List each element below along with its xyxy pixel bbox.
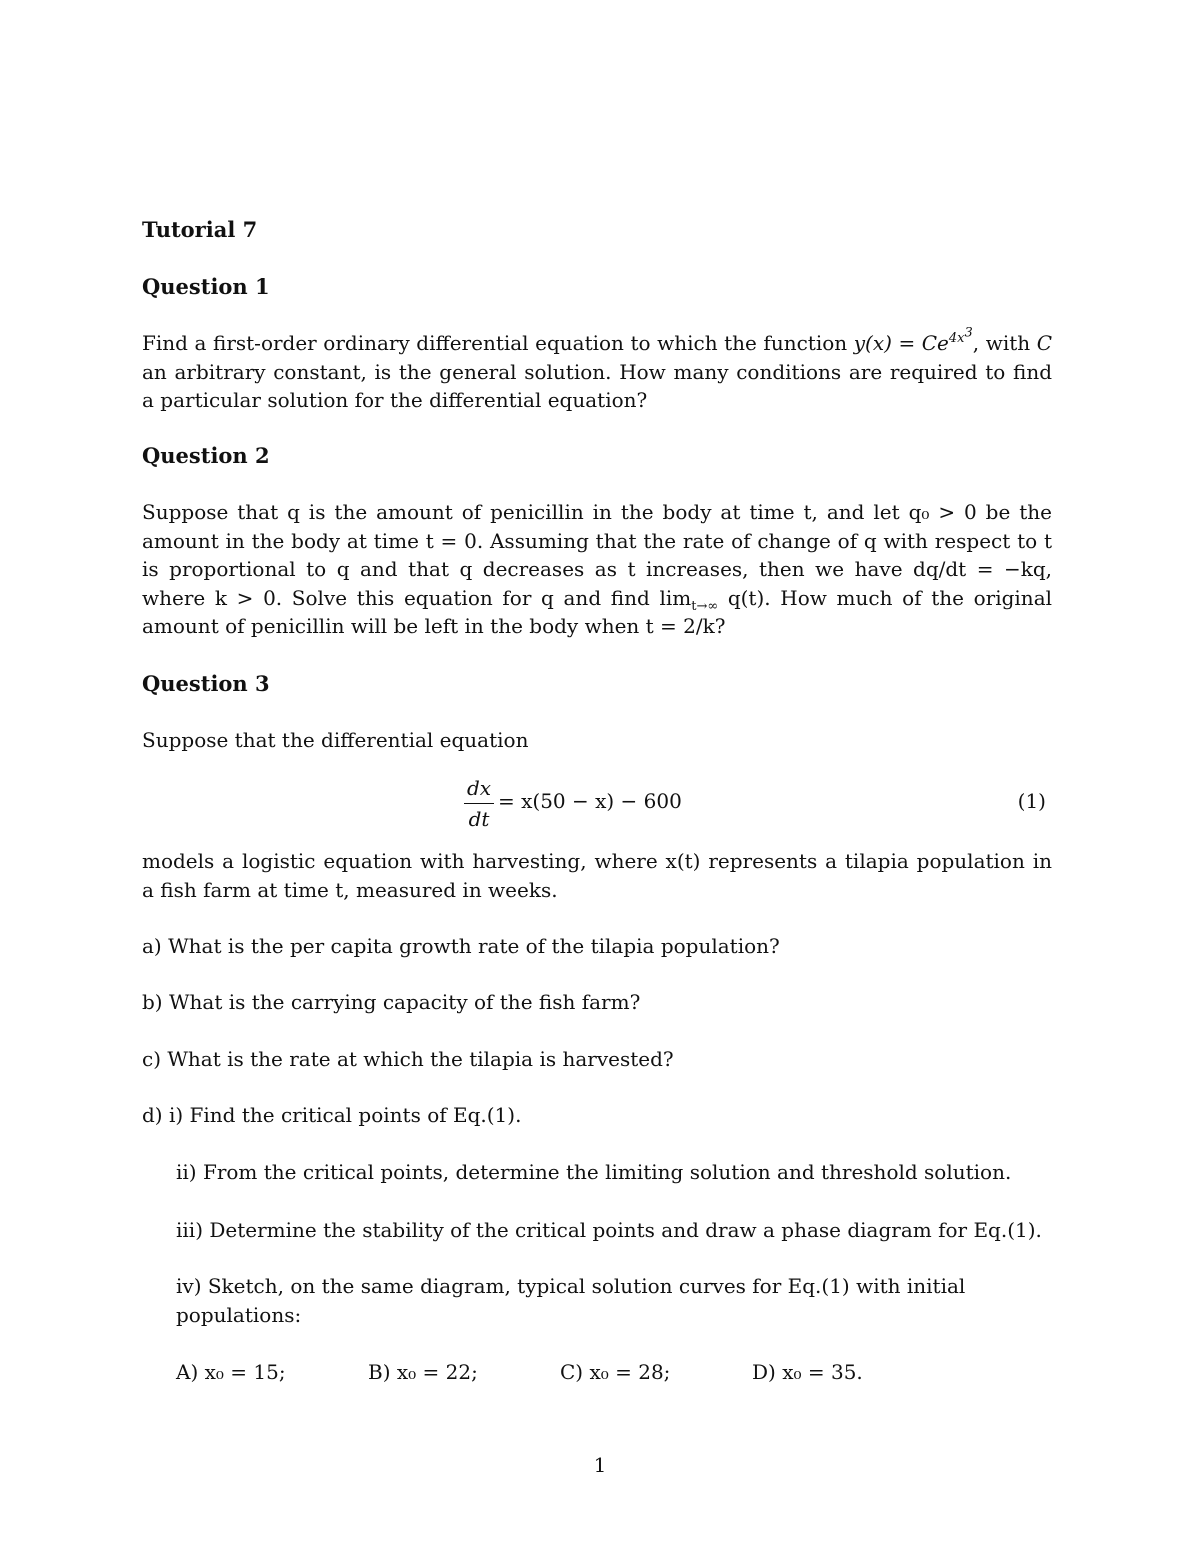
question-3-intro: Suppose that the differential equation bbox=[142, 728, 529, 752]
q1-function-exponent-power: 3 bbox=[964, 326, 973, 342]
equation-rhs: = x(50 − x) − 600 bbox=[498, 789, 682, 813]
q1-text-1: Find a first-order ordinary differential equation to which the function bbox=[142, 331, 854, 355]
question-2-text bbox=[142, 498, 1052, 641]
q2-limit-subscript: t→∞ bbox=[691, 598, 719, 614]
question-3-part-d-iii: iii) Determine the stability of the critical points and draw a phase diagram for Eq.(1). bbox=[176, 1218, 1042, 1242]
question-3-heading: Question 3 bbox=[142, 671, 270, 696]
question-1-text bbox=[142, 326, 1052, 415]
question-3-part-d-i: d) i) Find the critical points of Eq.(1). bbox=[142, 1103, 522, 1127]
question-2-heading: Question 2 bbox=[142, 443, 270, 468]
page-number: 1 bbox=[593, 1453, 607, 1477]
q2-paragraph: Suppose that q is the amount of penicillin in the body at time t, and let q₀ > 0 be the amount in the body at time t = 0. Assuming that the rate of change of q with respect to t is proportional to q and that q decreases as t increases, then we have dq/dt = −kq, where k > 0. Solve this equation for q and find lim bbox=[142, 500, 1052, 610]
initial-condition-a: A) x₀ = 15; bbox=[176, 1360, 286, 1384]
question-1-heading: Question 1 bbox=[142, 274, 270, 299]
question-3-part-c: c) What is the rate at which the tilapia is harvested? bbox=[142, 1047, 674, 1071]
equation-numerator: dx bbox=[466, 776, 492, 800]
equation-label: (1) bbox=[1017, 789, 1046, 813]
q1-text-3: an arbitrary constant, is the general solution. How many conditions are required to find a particular solution for the differential equation? bbox=[142, 359, 1052, 412]
initial-condition-d: D) x₀ = 35. bbox=[752, 1360, 863, 1384]
question-3-description: models a logistic equation with harvesting, where x(t) represents a tilapia population in a fish farm at time t, measured in weeks. bbox=[142, 849, 1052, 902]
q1-constant: C bbox=[1036, 331, 1052, 355]
equation-denominator: dt bbox=[468, 807, 490, 831]
q2-paragraph-end: q(t). How much of the original amount of penicillin will be left in the body when t = 2/k? bbox=[142, 585, 1053, 638]
question-3-part-d-iv: iv) Sketch, on the same diagram, typical solution curves for Eq.(1) with initial populations: bbox=[176, 1274, 966, 1327]
question-3-part-a: a) What is the per capita growth rate of the tilapia population? bbox=[142, 934, 780, 958]
equation-1 bbox=[142, 775, 1046, 835]
question-3-part-d-ii: ii) From the critical points, determine the limiting solution and threshold solution. bbox=[176, 1160, 1012, 1184]
fraction-bar bbox=[464, 803, 494, 804]
q1-text-2: , with bbox=[972, 331, 1037, 355]
initial-condition-b: B) x₀ = 22; bbox=[368, 1360, 478, 1384]
equation-fraction bbox=[464, 775, 494, 832]
q1-function: y(x) = Ce bbox=[853, 331, 949, 355]
initial-condition-c: C) x₀ = 28; bbox=[560, 1360, 671, 1384]
question-3-part-b: b) What is the carrying capacity of the fish farm? bbox=[142, 990, 641, 1014]
q1-function-exponent: 4x bbox=[948, 331, 965, 347]
tutorial-title: Tutorial 7 bbox=[142, 217, 258, 242]
